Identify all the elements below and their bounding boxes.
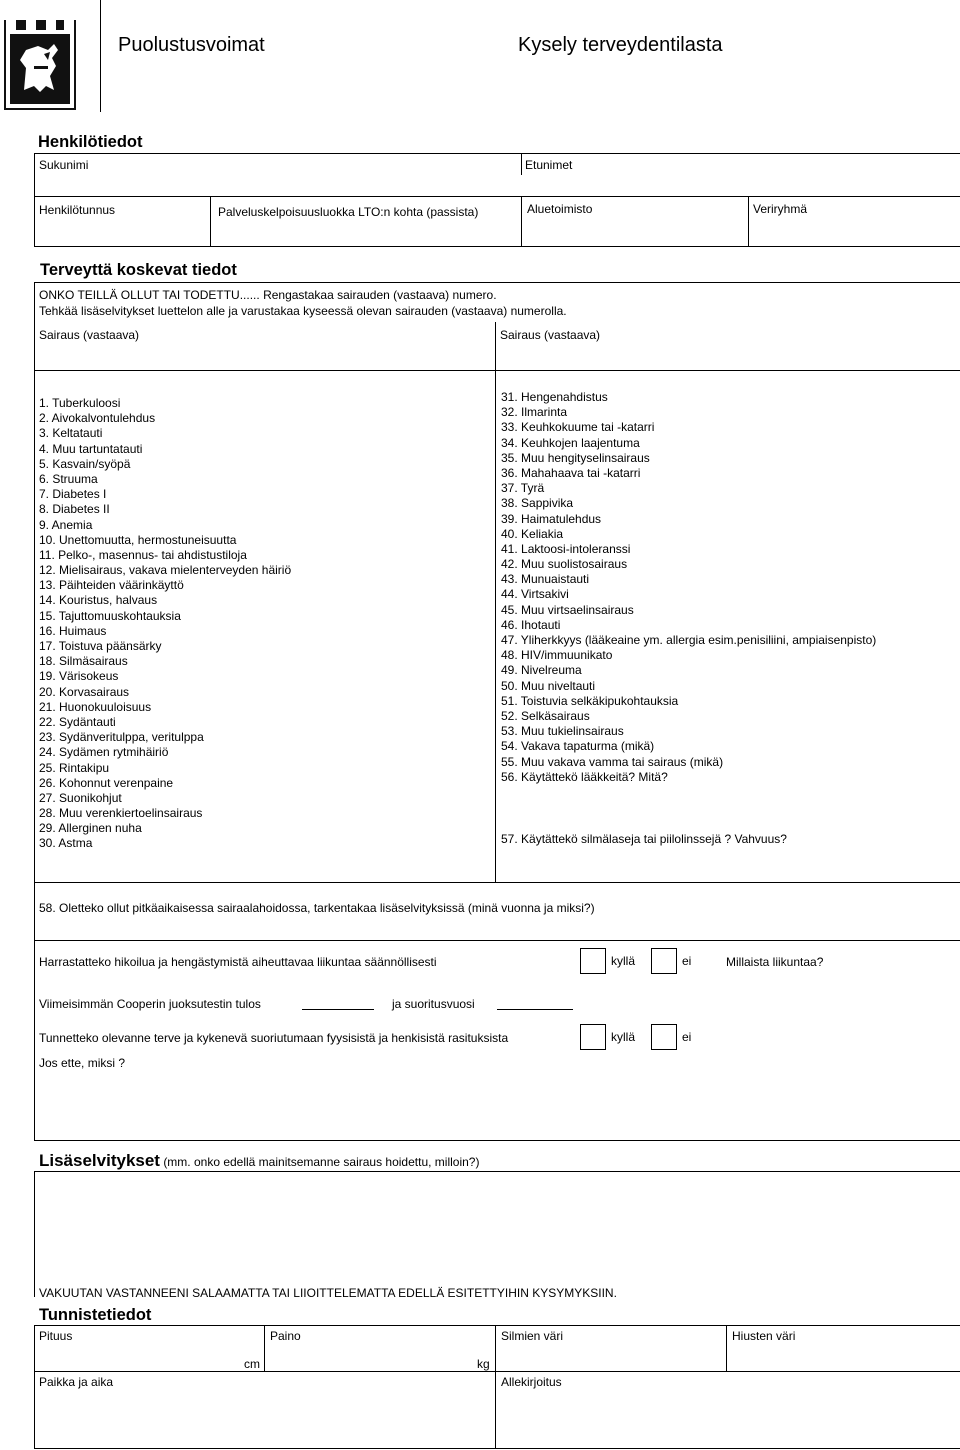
list-item[interactable]: 41. Laktoosi-intoleranssi: [501, 541, 631, 556]
additional-heading: [39, 1151, 479, 1171]
list-item[interactable]: 37. Tyrä: [501, 481, 545, 496]
rule: [34, 1171, 35, 1297]
list-item[interactable]: 4. Muu tartuntatauti: [39, 441, 143, 456]
instruction-1: ONKO TEILLÄ OLLUT TAI TODETTU...... Rengastakaa sairauden (vastaava) numero.: [39, 288, 497, 302]
list-item[interactable]: 10. Unettomuutta, hermostuneisuutta: [39, 532, 237, 547]
list-item[interactable]: 30. Astma: [39, 836, 93, 851]
rule: [495, 1325, 496, 1449]
list-item[interactable]: 1. Tuberkuloosi: [39, 396, 121, 410]
list-item[interactable]: 56. Käytättekö lääkkeitä? Mitä?: [501, 769, 668, 784]
list-item[interactable]: 35. Muu hengityselinsairaus: [501, 450, 650, 465]
exercise-no-checkbox[interactable]: [651, 948, 677, 974]
rule: [264, 1325, 265, 1371]
list-item[interactable]: 38. Sappivika: [501, 496, 574, 511]
rule: [34, 882, 35, 1140]
eye-color-field[interactable]: Silmien väri: [501, 1329, 564, 1343]
rule: [34, 196, 960, 197]
list-item[interactable]: 34. Keuhkojen laajentuma: [501, 435, 640, 450]
list-item[interactable]: 32. Ilmarinta: [501, 405, 568, 420]
exercise-kind-label: Millaista liikuntaa?: [726, 955, 824, 969]
rule: [34, 1325, 960, 1326]
cooper-year-label: ja suoritusvuosi: [392, 997, 475, 1011]
personal-title: Henkilötiedot: [38, 133, 143, 151]
list-item[interactable]: 49. Nivelreuma: [501, 663, 582, 678]
list-item[interactable]: 20. Korvasairaus: [39, 684, 130, 699]
list-item[interactable]: 33. Keuhkokuume tai -katarri: [501, 420, 655, 435]
list-item[interactable]: 46. Ihotauti: [501, 617, 561, 632]
list-item[interactable]: 55. Muu vakava vamma tai sairaus (mikä): [501, 754, 724, 769]
first-names-field[interactable]: Etunimet: [525, 158, 573, 172]
list-item[interactable]: 17. Toistuva päänsärky: [39, 639, 162, 653]
lion-crest-icon: [4, 20, 76, 110]
list-item[interactable]: 44. Virtsakivi: [501, 587, 569, 602]
id-number-field[interactable]: Henkilötunnus: [39, 203, 116, 217]
list-item[interactable]: 28. Muu verenkiertoelinsairaus: [39, 806, 203, 821]
list-item[interactable]: 22. Sydäntauti: [39, 714, 116, 729]
rule: [34, 882, 960, 883]
rule: [34, 282, 35, 882]
exercise-no-label: ei: [682, 954, 692, 968]
rule: [34, 153, 35, 247]
list-item[interactable]: 24. Sydämen rytmihäiriö: [39, 745, 169, 760]
list-item[interactable]: 8. Diabetes II: [39, 502, 110, 517]
list-item[interactable]: 48. HIV/immuunikato: [501, 648, 613, 663]
disease-list-right: [501, 390, 876, 785]
list-item[interactable]: 27. Suonikohjut: [39, 790, 122, 805]
list-item[interactable]: 39. Haimatulehdus: [501, 511, 602, 526]
rule: [34, 282, 960, 283]
list-item[interactable]: 2. Aivokalvontulehdus: [39, 411, 156, 426]
height-field[interactable]: Pituus: [39, 1329, 73, 1343]
exercise-yes-checkbox[interactable]: [580, 948, 606, 974]
list-item[interactable]: 3. Keltatauti: [39, 426, 103, 441]
rule: [34, 370, 960, 371]
weight-field[interactable]: Paino: [270, 1329, 301, 1343]
rule: [34, 1371, 960, 1372]
list-item[interactable]: 5. Kasvain/syöpä: [39, 456, 131, 471]
list-item[interactable]: 54. Vakava tapaturma (mikä): [501, 739, 655, 754]
healthy-yes-checkbox[interactable]: [580, 1024, 606, 1050]
list-item[interactable]: 12. Mielisairaus, vakava mielenterveyden häiriö: [39, 563, 292, 578]
list-item[interactable]: 6. Struuma: [39, 471, 98, 486]
list-item[interactable]: 7. Diabetes I: [39, 487, 107, 502]
fitness-class-field[interactable]: Palveluskelpoisuusluokka LTO:n kohta (passista): [218, 205, 479, 219]
rule: [34, 246, 960, 247]
list-item[interactable]: 13. Päihteiden väärinkäyttö: [39, 578, 184, 593]
list-item[interactable]: 18. Silmäsairaus: [39, 654, 128, 669]
health-title: Terveyttä koskevat tiedot: [40, 261, 237, 279]
list-item[interactable]: 50. Muu niveltauti: [501, 678, 596, 693]
list-item[interactable]: 40. Keliakia: [501, 526, 564, 541]
rule: [34, 153, 960, 154]
form-title: Kysely terveydentilasta: [518, 34, 723, 56]
list-item[interactable]: 23. Sydänveritulppa, veritulppa: [39, 730, 204, 745]
healthy-no-checkbox[interactable]: [651, 1024, 677, 1050]
disease-column-left-label: Sairaus (vastaava): [39, 328, 140, 342]
rule: [34, 940, 960, 941]
list-item[interactable]: 42. Muu suolistosairaus: [501, 557, 628, 572]
if-not-why-label: Jos ette, miksi ?: [39, 1056, 126, 1070]
ident-title: Tunnistetiedot: [39, 1306, 152, 1324]
disease-list-left: [39, 396, 291, 852]
surname-field[interactable]: Sukunimi: [39, 158, 89, 172]
additional-title: Lisäselvitykset: [39, 1151, 160, 1170]
declaration: VAKUUTAN VASTANNEENI SALAAMATTA TAI LIIOITTELEMATTA EDELLÄ ESITETTYIHIN KYSYMYKSIIN.: [39, 1286, 617, 1300]
list-item[interactable]: 43. Munuaistauti: [501, 572, 590, 587]
exercise-yes-label: kyllä: [611, 954, 636, 968]
list-item[interactable]: 53. Muu tukielinsairaus: [501, 724, 624, 739]
healthy-question: Tunnetteko olevanne terve ja kykenevä suoriutumaan fyysisistä ja henkisistä rasituksista: [39, 1031, 509, 1045]
question-58[interactable]: 58. Oletteko ollut pitkäaikaisessa sairaalahoidossa, tarkentakaa lisäselvityksissä (minä vuonna ja miksi?): [39, 901, 595, 915]
rule: [726, 1325, 727, 1371]
exercise-question: Harrastatteko hikoilua ja hengästymistä aiheuttavaa liikuntaa säännöllisesti: [39, 955, 437, 969]
rule: [210, 196, 211, 247]
question-57[interactable]: 57. Käytättekö silmälaseja tai piilolinssejä ? Vahvuus?: [501, 832, 787, 846]
list-item[interactable]: 9. Anemia: [39, 517, 93, 532]
list-item[interactable]: 19. Värisokeus: [39, 669, 119, 684]
list-item[interactable]: 16. Huimaus: [39, 623, 107, 638]
instruction-2: Tehkää lisäselvitykset luettelon alle ja varustakaa kyseessä olevan sairauden (vastaava) numerolla.: [39, 304, 567, 318]
rule: [521, 153, 522, 175]
weight-unit: kg: [477, 1357, 490, 1371]
logo: [4, 20, 76, 110]
list-item[interactable]: 52. Selkäsairaus: [501, 708, 590, 723]
list-item[interactable]: 26. Kohonnut verenpaine: [39, 775, 174, 790]
place-time-field[interactable]: Paikka ja aika: [39, 1375, 114, 1389]
org-name: Puolustusvoimat: [118, 34, 265, 56]
rule: [748, 196, 749, 247]
list-item[interactable]: 29. Allerginen nuha: [39, 821, 142, 836]
blood-group-field[interactable]: Veriryhmä: [753, 202, 808, 216]
list-item[interactable]: 47. Yliherkkyys (lääkeaine ym. allergia esim.penisiliini, ampiaisenpisto): [501, 633, 877, 647]
height-unit: cm: [244, 1357, 260, 1371]
rule: [34, 1140, 960, 1141]
healthy-no-label: ei: [682, 1030, 692, 1044]
cooper-year-field[interactable]: [497, 1009, 573, 1010]
list-item[interactable]: 11. Pelko-, masennus- tai ahdistustiloja: [39, 547, 247, 562]
rule: [521, 196, 522, 247]
additional-subtitle: (mm. onko edellä mainitsemanne sairaus hoidettu, milloin?): [163, 1155, 480, 1169]
list-item[interactable]: 21. Huonokuuloisuus: [39, 699, 152, 714]
regional-office-field[interactable]: Aluetoimisto: [527, 202, 593, 216]
rule: [34, 1171, 960, 1172]
cooper-result-field[interactable]: [302, 1009, 374, 1010]
list-item[interactable]: 51. Toistuvia selkäkipukohtauksia: [501, 693, 679, 708]
header-divider: [100, 0, 101, 112]
rule: [495, 322, 496, 882]
signature-field[interactable]: Allekirjoitus: [501, 1375, 562, 1389]
cooper-label: Viimeisimmän Cooperin juoksutestin tulos: [39, 997, 261, 1011]
hair-color-field[interactable]: Hiusten väri: [732, 1329, 796, 1343]
list-item[interactable]: 45. Muu virtsaelinsairaus: [501, 602, 634, 617]
list-item[interactable]: 14. Kouristus, halvaus: [39, 593, 158, 608]
healthy-yes-label: kyllä: [611, 1030, 636, 1044]
list-item[interactable]: 15. Tajuttomuuskohtauksia: [39, 608, 181, 623]
list-item[interactable]: 31. Hengenahdistus: [501, 390, 608, 404]
rule: [34, 1325, 35, 1449]
list-item[interactable]: 36. Mahahaava tai -katarri: [501, 465, 641, 480]
additional-text-area[interactable]: [36, 1173, 956, 1281]
list-item[interactable]: 25. Rintakipu: [39, 760, 110, 775]
rule: [34, 1448, 960, 1449]
disease-column-right-label: Sairaus (vastaava): [500, 328, 601, 342]
